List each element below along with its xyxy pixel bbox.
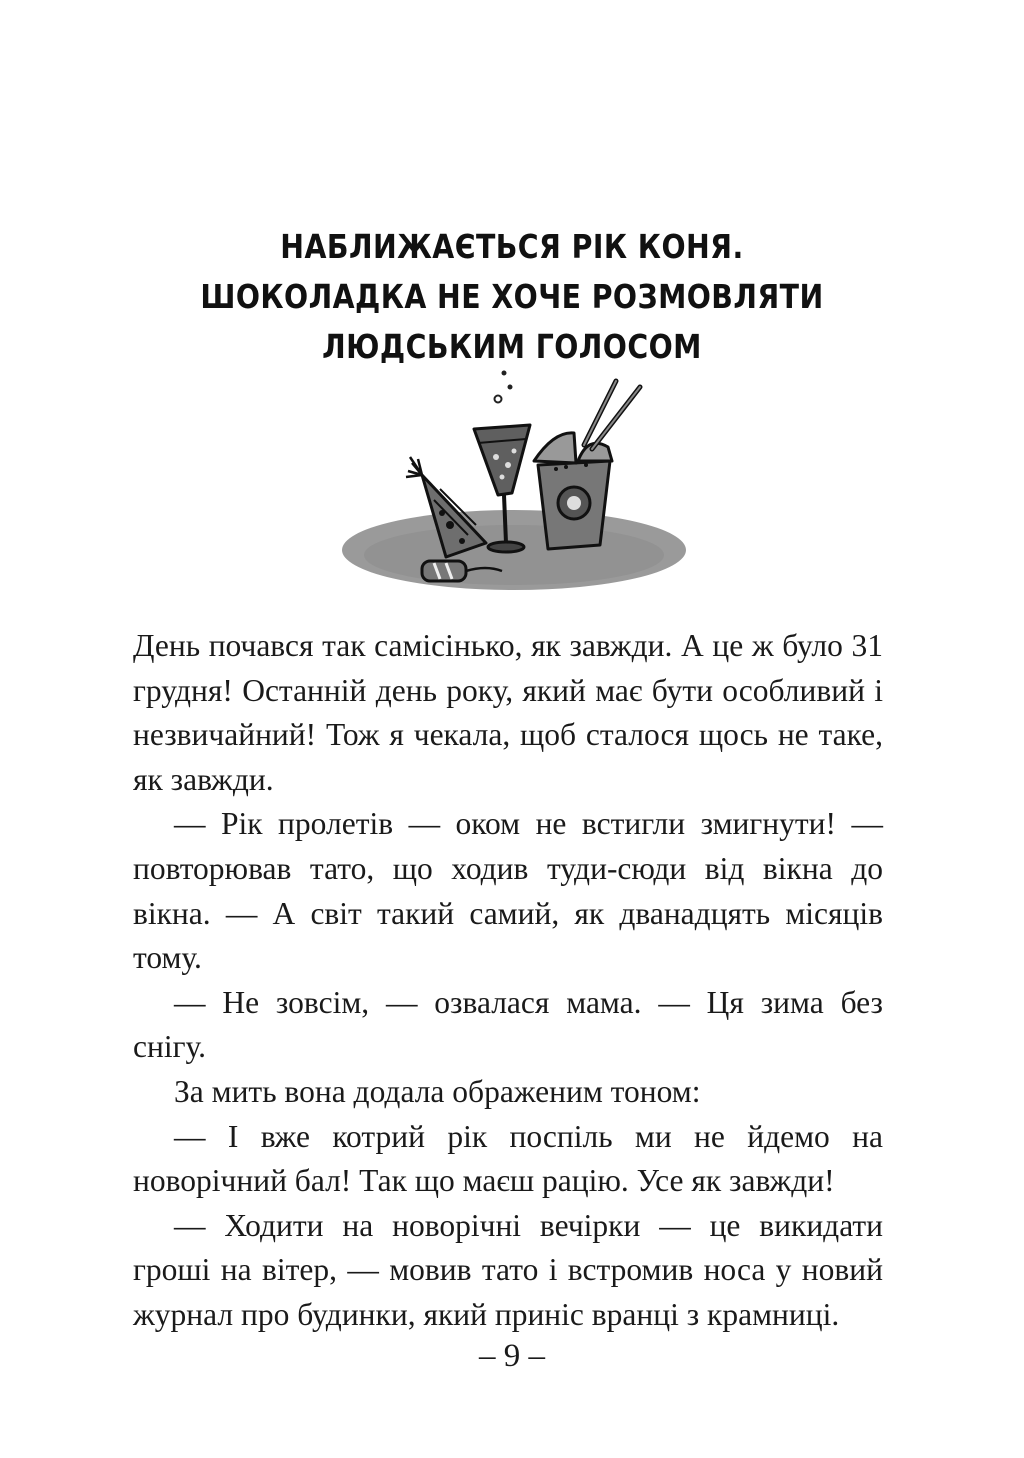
paragraph: За мить вона додала ображеним тоном: [174,1073,701,1109]
chapter-title-line-1: НАБЛИЖАЄТЬСЯ РІК КОНЯ. [280,227,744,266]
chapter-title [72,222,953,372]
chapter-title-line-3: ЛЮДСЬКИМ ГОЛОСОМ [322,327,702,366]
paragraph: — Рік пролетів — оком не встигли змигнути! — повторював тато, що ходив туди-сюди від вікна до вікна. — А світ такий самий, як дванадцять місяців тому. [133,806,883,976]
body-text [133,624,883,1338]
chapter-title-line-2: ШОКОЛАДКА НЕ ХОЧЕ РОЗМОВЛЯТИ [200,277,824,316]
paragraph: — І вже котрий рік поспіль ми не йдемо на новорічний бал! Так що маєш рацію. Усе як завжди! [133,1118,883,1199]
paragraph: День почався так самісінько, як завжди. А це ж було 31 грудня! Останній день року, який має бути особливий і незвичайний! Тож я чекала, щоб сталося щось не таке, як завжди. [133,628,883,797]
paragraph: — Ходити на новорічні вечірки — це викидати гроші на вітер, — мовив тато і встромив носа у новий журнал про будинки, який приніс вранці з крамниці. [133,1207,883,1332]
party-still-life-icon [338,365,690,597]
page-number: – 9 – [479,1338,545,1374]
paragraph: — Не зовсім, — озвалася мама. — Ця зима без снігу. [133,984,883,1065]
